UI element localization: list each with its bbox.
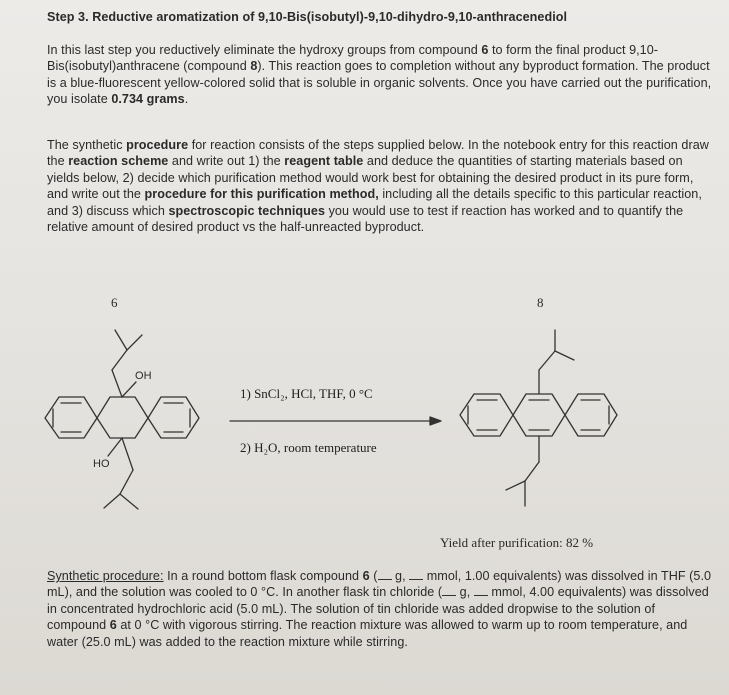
proc-text-2: ( (369, 569, 378, 583)
proc-text-5: g, (456, 585, 474, 600)
intro-text-1: In this last step you reductively eliminate the hydroxy groups from compound (47, 43, 482, 57)
procedure-label: Synthetic procedure: (47, 569, 164, 583)
synthetic-procedure-paragraph (47, 568, 712, 650)
oh-bond-top (122, 382, 136, 397)
instr-text-6: you would use to test if reaction has worked and to quantify the relative amount of desired product vs the half-unreacted byproduct. (47, 203, 684, 235)
proc-compound-6b: 6 (109, 618, 117, 633)
intro-text-2: to form the final product 9,10-Bis(isobutyl)anthracene (compound (47, 43, 659, 74)
reaction-arrow (230, 417, 441, 425)
proc-text-7: at 0 °C with vigorous stirring. The reaction mixture was allowed to warm up to room temperature, and water (25.0 mL) was added to the reaction mixture while stirring. (47, 618, 688, 649)
isobutyl-top (112, 370, 122, 397)
compound-8-structure (460, 330, 617, 506)
intro-compound-8: 8 (250, 59, 258, 74)
proc-text-4: mmol, 1.00 equivalents) was dissolved in THF (5.0 mL), and the solution was cooled to 0 °C. In another flask tin chloride ( (47, 569, 712, 600)
proc-text-1: In a round bottom flask compound (163, 569, 363, 583)
oh-label: OH (135, 370, 152, 382)
reaction-condition-2: 2) H₂O, room temperature (240, 440, 377, 455)
instr-bold-procedure: procedure (126, 138, 189, 152)
instr-bold-purification: procedure for this purification method, (144, 187, 379, 202)
intro-compound-6: 6 (481, 43, 489, 57)
reaction-condition-1: 1) SnCl₂, HCl, THF, 0 °C (240, 386, 373, 401)
central-ring (97, 397, 148, 438)
blank-mass-sncl2[interactable] (442, 584, 456, 596)
product-number-label: 8 (537, 295, 544, 310)
ho-bond-bottom (108, 438, 122, 456)
isobutyl-bottom (122, 438, 133, 470)
reactant-number-label: 6 (111, 295, 118, 310)
blank-mass-6[interactable] (378, 568, 392, 580)
instr-text-1: The synthetic (47, 138, 127, 152)
proc-compound-6: 6 (362, 569, 370, 583)
intro-text-3: ). This reaction goes to completion without any byproduct formation. The product is a blue-fluorescent yellow-colored solid that is soluble in organic solvents. Once you have carried out the purification, you isolate (47, 59, 712, 107)
instr-text-5: including all the details specific to this particular reaction, and 3) discuss which (47, 187, 702, 218)
instr-text-3: and write out 1) the (168, 154, 285, 169)
yield-label: Yield after purification: 82 % (440, 535, 594, 550)
instr-bold-reagent-table: reagent table (284, 154, 364, 169)
blank-mmol-6[interactable] (409, 568, 423, 580)
instr-bold-spectroscopy: spectroscopic techniques (168, 203, 326, 218)
instr-text-4: and deduce the quantities of starting materials based on yields below, 2) decide which purification method would work best for obtaining the desired product in its pure form, and write out the (47, 154, 694, 202)
blank-mmol-sncl2[interactable] (474, 584, 488, 596)
isolated-mass: 0.734 grams (111, 92, 185, 107)
instr-bold-scheme: reaction scheme (68, 154, 169, 169)
compound-6-structure (45, 330, 199, 509)
step-heading: Step 3. Reductive aromatization of 9,10-Bis(isobutyl)-9,10-dihydro-9,10-anthracenediol (47, 10, 568, 24)
ho-label: HO (93, 458, 110, 470)
proc-text-3: g, (391, 569, 410, 583)
instr-text-2: for reaction consists of the steps supplied below. In the notebook entry for this reaction draw the (47, 138, 709, 169)
proc-text-6: mmol, 4.00 equivalents) was dissolved in concentrated hydrochloric acid (5.0 mL). The solution of tin chloride was added dropwise to the solution of compound (47, 585, 709, 633)
intro-text-4: . (184, 92, 189, 107)
